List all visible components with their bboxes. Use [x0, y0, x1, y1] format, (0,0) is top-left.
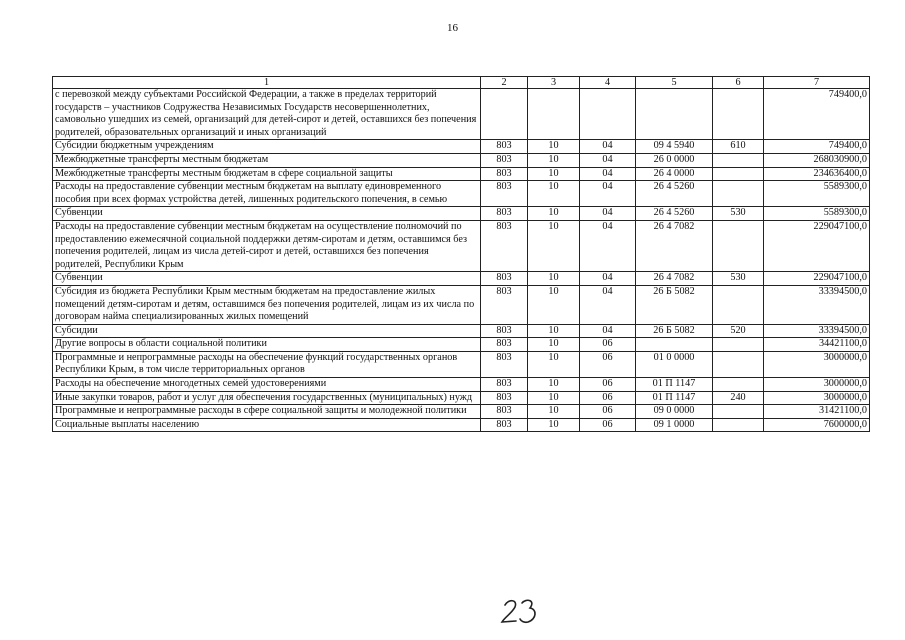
cell-col4: 04 [580, 181, 636, 207]
cell-col3: 10 [528, 207, 580, 221]
table-row [53, 207, 870, 221]
cell-col3: 10 [528, 181, 580, 207]
table-row [53, 181, 870, 207]
cell-col3: 10 [528, 272, 580, 286]
cell-col3: 10 [528, 140, 580, 154]
col-header-3: 3 [528, 77, 580, 89]
cell-col4: 04 [580, 220, 636, 271]
cell-col5: 26 4 0000 [636, 167, 713, 181]
cell-col6: 610 [713, 140, 764, 154]
cell-col5: 26 4 7082 [636, 272, 713, 286]
cell-amount: 3000000,0 [764, 378, 870, 392]
cell-col4: 04 [580, 272, 636, 286]
cell-col3: 10 [528, 378, 580, 392]
table-row [53, 324, 870, 338]
cell-col2: 803 [481, 351, 528, 377]
cell-amount: 33394500,0 [764, 285, 870, 324]
cell-col3: 10 [528, 167, 580, 181]
table-row [53, 153, 870, 167]
cell-amount: 31421100,0 [764, 405, 870, 419]
row-description: Субвенции [53, 207, 481, 221]
cell-amount: 5589300,0 [764, 181, 870, 207]
cell-col2: 803 [481, 418, 528, 432]
row-description: Социальные выплаты населению [53, 418, 481, 432]
cell-col2: 803 [481, 391, 528, 405]
col-header-6: 6 [713, 77, 764, 89]
col-header-1: 1 [53, 77, 481, 89]
cell-col3: 10 [528, 220, 580, 271]
cell-col4: 04 [580, 140, 636, 154]
cell-col3: 10 [528, 351, 580, 377]
table-row [53, 140, 870, 154]
table-row [53, 220, 870, 271]
cell-col2: 803 [481, 324, 528, 338]
cell-col5: 26 4 5260 [636, 207, 713, 221]
table-row [53, 285, 870, 324]
cell-col5: 26 4 5260 [636, 181, 713, 207]
cell-col5: 09 1 0000 [636, 418, 713, 432]
row-description: Расходы на обеспечение многодетных семей удостоверениями [53, 378, 481, 392]
cell-col4: 06 [580, 405, 636, 419]
cell-col4: 04 [580, 153, 636, 167]
table-row [53, 405, 870, 419]
cell-col6 [713, 89, 764, 140]
cell-col6 [713, 405, 764, 419]
cell-col2: 803 [481, 220, 528, 271]
row-description: Иные закупки товаров, работ и услуг для обеспечения государственных (муниципальных) нужд [53, 391, 481, 405]
cell-col2: 803 [481, 285, 528, 324]
col-header-2: 2 [481, 77, 528, 89]
cell-amount: 33394500,0 [764, 324, 870, 338]
cell-col2: 803 [481, 181, 528, 207]
row-description: Расходы на предоставление субвенции местным бюджетам на выплату единовременного пособия при всех формах устройства детей, лишенных родительского попечения, в семью [53, 181, 481, 207]
cell-col3 [528, 89, 580, 140]
cell-col6 [713, 378, 764, 392]
cell-col2: 803 [481, 338, 528, 352]
col-header-5: 5 [636, 77, 713, 89]
cell-col2: 803 [481, 153, 528, 167]
cell-col6 [713, 285, 764, 324]
cell-col4: 06 [580, 418, 636, 432]
cell-col5: 26 4 7082 [636, 220, 713, 271]
cell-col5: 26 Б 5082 [636, 285, 713, 324]
table-row [53, 351, 870, 377]
row-description: Субвенции [53, 272, 481, 286]
cell-col5: 26 Б 5082 [636, 324, 713, 338]
cell-col5 [636, 89, 713, 140]
table-row [53, 378, 870, 392]
cell-col6 [713, 220, 764, 271]
cell-col2: 803 [481, 207, 528, 221]
cell-amount: 749400,0 [764, 140, 870, 154]
row-description: Программные и непрограммные расходы на обеспечение функций государственных органов Республики Крым, в том числе территориальных органов [53, 351, 481, 377]
cell-col5: 01 0 0000 [636, 351, 713, 377]
cell-col3: 10 [528, 285, 580, 324]
cell-col3: 10 [528, 324, 580, 338]
table-row [53, 272, 870, 286]
cell-col5: 26 0 0000 [636, 153, 713, 167]
cell-amount: 268030900,0 [764, 153, 870, 167]
cell-col2 [481, 89, 528, 140]
cell-col6 [713, 351, 764, 377]
cell-col6 [713, 418, 764, 432]
cell-col4: 06 [580, 351, 636, 377]
cell-amount: 749400,0 [764, 89, 870, 140]
cell-col4 [580, 89, 636, 140]
cell-col6 [713, 153, 764, 167]
cell-col5: 01 П 1147 [636, 378, 713, 392]
cell-col5: 09 4 5940 [636, 140, 713, 154]
cell-amount: 234636400,0 [764, 167, 870, 181]
cell-col6: 530 [713, 272, 764, 286]
cell-col2: 803 [481, 405, 528, 419]
table-row [53, 167, 870, 181]
cell-col6: 240 [713, 391, 764, 405]
cell-col4: 06 [580, 338, 636, 352]
cell-col6 [713, 167, 764, 181]
table-row [53, 391, 870, 405]
page-number: 16 [447, 22, 458, 34]
cell-amount: 229047100,0 [764, 272, 870, 286]
cell-col5: 01 П 1147 [636, 391, 713, 405]
cell-col3: 10 [528, 418, 580, 432]
row-description: Субсидии [53, 324, 481, 338]
header-row [53, 77, 870, 89]
table-row [53, 89, 870, 140]
cell-col4: 04 [580, 285, 636, 324]
cell-col6 [713, 338, 764, 352]
cell-col5 [636, 338, 713, 352]
budget-table [52, 76, 870, 432]
cell-col6 [713, 181, 764, 207]
cell-col4: 04 [580, 324, 636, 338]
table-row [53, 338, 870, 352]
cell-col4: 04 [580, 207, 636, 221]
cell-col4: 04 [580, 167, 636, 181]
cell-amount: 229047100,0 [764, 220, 870, 271]
row-description: Другие вопросы в области социальной политики [53, 338, 481, 352]
cell-amount: 7600000,0 [764, 418, 870, 432]
table-row [53, 418, 870, 432]
cell-col3: 10 [528, 338, 580, 352]
handwritten-page-number [499, 596, 539, 626]
col-header-7: 7 [764, 77, 870, 89]
cell-amount: 3000000,0 [764, 391, 870, 405]
row-description: Субсидии бюджетным учреждениям [53, 140, 481, 154]
cell-col3: 10 [528, 405, 580, 419]
cell-amount: 3000000,0 [764, 351, 870, 377]
row-description: Расходы на предоставление субвенции местным бюджетам на осуществление полномочий по предоставлению ежемесячной социальной поддержки детям-сиротам и детям, оставшимся без попечения родителей, лицам из числа детей-сирот и детей, оставшихся без попечения родителей, Республики Крым [53, 220, 481, 271]
cell-col2: 803 [481, 140, 528, 154]
cell-col6: 520 [713, 324, 764, 338]
row-description: Программные и непрограммные расходы в сфере социальной защиты и молодежной политики [53, 405, 481, 419]
cell-col2: 803 [481, 378, 528, 392]
cell-col5: 09 0 0000 [636, 405, 713, 419]
cell-col2: 803 [481, 272, 528, 286]
cell-col4: 06 [580, 378, 636, 392]
row-description: Межбюджетные трансферты местным бюджетам в сфере социальной защиты [53, 167, 481, 181]
col-header-4: 4 [580, 77, 636, 89]
cell-col6: 530 [713, 207, 764, 221]
row-description: Субсидия из бюджета Республики Крым местным бюджетам на предоставление жилых помещений детям-сиротам и детям, оставшимся без попечения родителей, лицам из их числа по договорам найма специализированных жилых помещений [53, 285, 481, 324]
cell-col3: 10 [528, 153, 580, 167]
cell-col3: 10 [528, 391, 580, 405]
row-description: с перевозкой между субъектами Российской Федерации, а также в пределах территорий государств – участников Содружества Независимых Государств несовершеннолетних, самовольно ушедших из семей, организаций для детей-сирот и детей, оставшихся без попечения родителей, образовательных организаций и иных организаций [53, 89, 481, 140]
cell-amount: 5589300,0 [764, 207, 870, 221]
cell-amount: 34421100,0 [764, 338, 870, 352]
cell-col4: 06 [580, 391, 636, 405]
row-description: Межбюджетные трансферты местным бюджетам [53, 153, 481, 167]
cell-col2: 803 [481, 167, 528, 181]
